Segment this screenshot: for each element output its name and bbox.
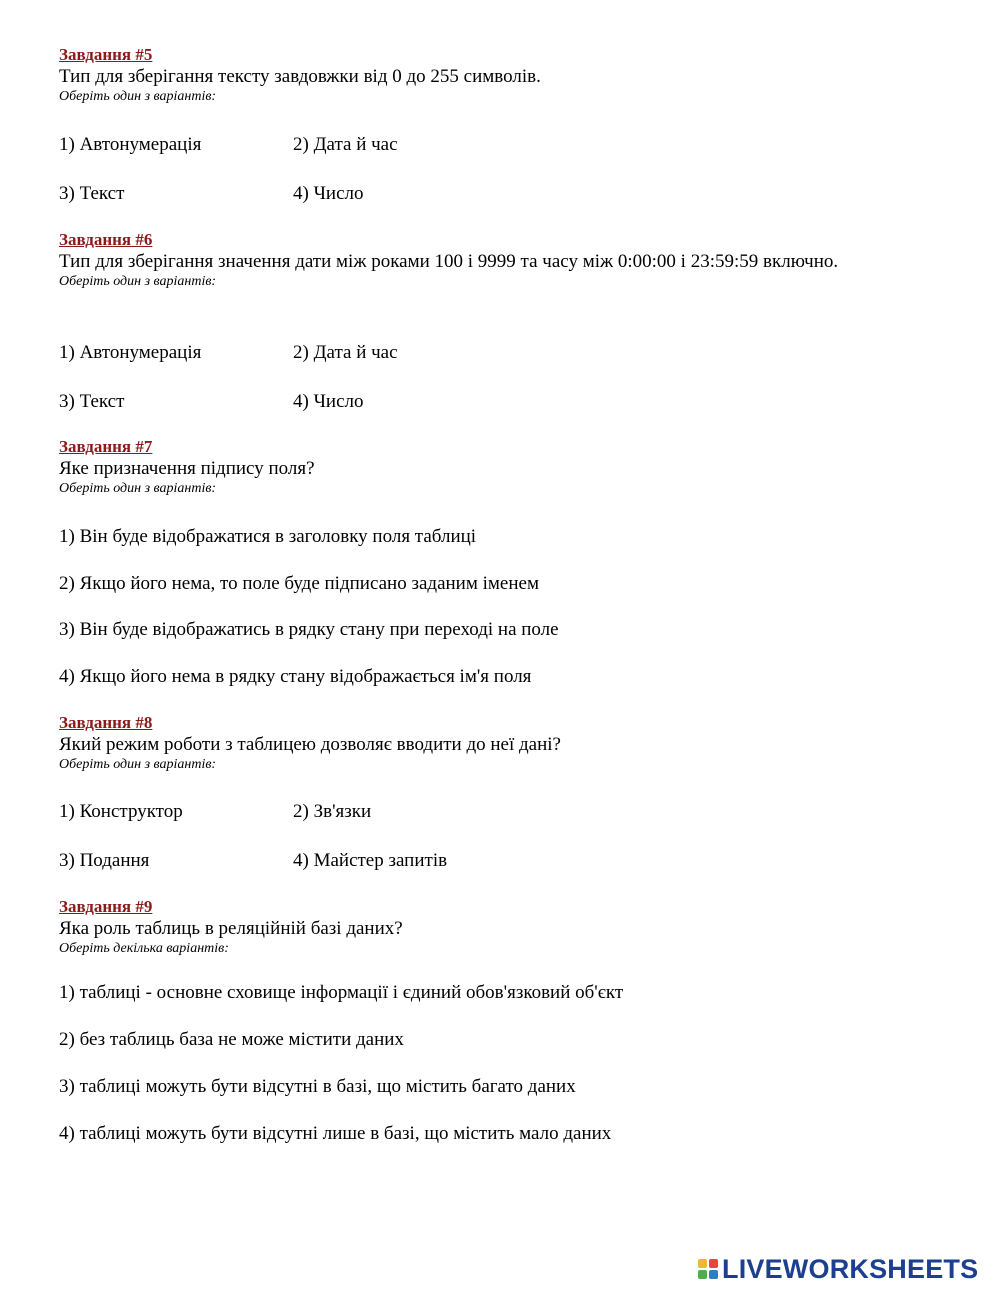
answer-option[interactable]: 2) без таблиць база не може містити даних (59, 1029, 404, 1050)
answer-option[interactable]: 4) Якщо його нема в рядку стану відображається ім'я поля (59, 666, 532, 687)
answer-option[interactable]: 2) Дата й час (293, 342, 398, 363)
instruction-hint: Оберіть один з варіантів: (59, 757, 217, 772)
answer-option[interactable]: 3) Текст (59, 391, 125, 412)
logo-text: LIVEWORKSHEETS (722, 1253, 979, 1284)
answer-option[interactable]: 2) Дата й час (293, 134, 398, 155)
answer-option[interactable]: 2) Зв'язки (293, 801, 372, 822)
answer-option[interactable]: 3) таблиці можуть бути відсутні в базі, що містить багато даних (59, 1076, 576, 1097)
question-text: Тип для зберігання тексту завдовжки від 0 до 255 символів. (59, 66, 541, 87)
instruction-hint: Оберіть декілька варіантів: (59, 941, 229, 956)
question-text: Яка роль таблиць в реляційній базі даних? (59, 918, 403, 939)
answer-option[interactable]: 3) Він буде відображатись в рядку стану при переході на поле (59, 619, 559, 640)
task-title: Завдання #5 (59, 45, 153, 64)
liveworksheets-logo (698, 1254, 978, 1284)
instruction-hint: Оберіть один з варіантів: (59, 481, 217, 496)
task-title: Завдання #7 (59, 437, 153, 456)
answer-option[interactable]: 3) Подання (59, 850, 150, 871)
answer-option[interactable]: 4) таблиці можуть бути відсутні лише в базі, що містить мало даних (59, 1123, 612, 1144)
instruction-hint: Оберіть один з варіантів: (59, 89, 217, 104)
answer-option[interactable]: 1) Конструктор (59, 801, 183, 822)
answer-option[interactable]: 4) Число (293, 391, 364, 412)
answer-option[interactable]: 1) таблиці - основне сховище інформації і єдиний обов'язковий об'єкт (59, 982, 624, 1003)
answer-option[interactable]: 1) Автонумерація (59, 134, 202, 155)
question-text: Яке призначення підпису поля? (59, 458, 315, 479)
task-8 (59, 713, 939, 773)
task-5 (59, 45, 939, 105)
answer-option[interactable]: 2) Якщо його нема, то поле буде підписано заданим іменем (59, 573, 539, 594)
answer-option[interactable]: 1) Він буде відображатися в заголовку поля таблиці (59, 526, 477, 547)
answer-option[interactable]: 4) Майстер запитів (293, 850, 448, 871)
answer-option[interactable]: 3) Текст (59, 183, 125, 204)
task-9 (59, 897, 939, 957)
instruction-hint: Оберіть один з варіантів: (59, 274, 217, 289)
question-text: Тип для зберігання значення дати між роками 100 і 9999 та часу між 0:00:00 і 23:59:59 включно. (59, 251, 839, 272)
question-text: Який режим роботи з таблицею дозволяє вводити до неї дані? (59, 734, 561, 755)
task-7 (59, 437, 939, 497)
logo-squares-icon (698, 1259, 718, 1279)
task-title: Завдання #6 (59, 230, 153, 249)
task-title: Завдання #8 (59, 713, 153, 732)
task-6 (59, 230, 939, 290)
answer-option[interactable]: 1) Автонумерація (59, 342, 202, 363)
task-title: Завдання #9 (59, 897, 153, 916)
answer-option[interactable]: 4) Число (293, 183, 364, 204)
